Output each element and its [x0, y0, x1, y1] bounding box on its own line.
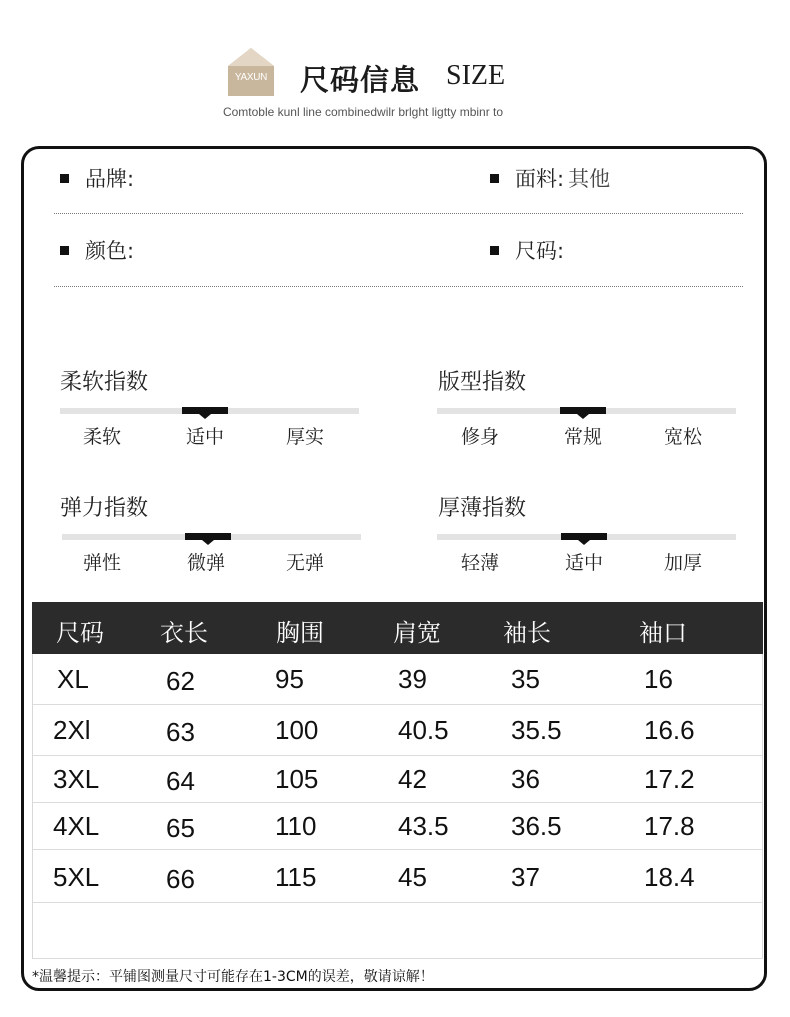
info-size — [490, 235, 568, 265]
logo-text: YAXUN — [234, 72, 268, 83]
table-cell: 95 — [275, 664, 304, 694]
table-cell: 63 — [166, 717, 195, 747]
table-cell: 35 — [511, 664, 540, 694]
col-header-chest: 胸围 — [276, 619, 324, 647]
info-brand — [60, 163, 138, 193]
bullet-icon — [60, 246, 69, 255]
table-cell: 36 — [511, 764, 540, 794]
fit-index-track — [437, 408, 736, 414]
info-color — [60, 235, 138, 265]
thickness-index-marker — [561, 533, 607, 540]
thickness-index-track — [437, 534, 736, 540]
col-header-length: 衣长 — [160, 619, 208, 647]
softness-option: 柔软 — [82, 426, 121, 448]
table-row — [33, 756, 762, 803]
table-row — [33, 803, 762, 850]
elasticity-option: 弹性 — [82, 552, 121, 574]
table-cell: 3XL — [53, 764, 100, 794]
page-title-en: SIZE — [446, 60, 506, 91]
fit-index-title: 版型指数 — [438, 370, 527, 395]
table-cell: 18.4 — [644, 862, 695, 892]
elasticity-option: 微弹 — [186, 552, 225, 574]
softness-index-marker — [182, 407, 228, 414]
fit-option: 宽松 — [663, 426, 702, 448]
table-cell: 17.8 — [644, 811, 695, 841]
table-cell: 105 — [275, 764, 319, 794]
table-cell: 66 — [166, 864, 195, 894]
thickness-option: 适中 — [564, 552, 603, 574]
divider — [54, 213, 743, 214]
table-cell: 17.2 — [644, 764, 695, 794]
table-row — [33, 705, 762, 756]
softness-index-track — [60, 408, 359, 414]
page-subtitle: Comtoble kunl line combinedwilr brlght ligtty mbinr to — [222, 105, 504, 119]
col-header-cuff: 袖口 — [639, 619, 687, 647]
col-header-size: 尺码 — [56, 619, 104, 647]
measurement-note: *温馨提示：平铺图测量尺寸可能存在1-3CM的误差，敬请谅解！ — [32, 969, 434, 985]
thickness-index-title: 厚薄指数 — [438, 496, 527, 521]
table-cell: 35.5 — [511, 715, 562, 745]
thickness-option: 加厚 — [663, 552, 702, 574]
table-cell: XL — [57, 664, 89, 694]
table-cell: 62 — [166, 666, 195, 696]
size-label: 尺码: — [515, 239, 565, 263]
table-cell: 115 — [275, 862, 317, 892]
table-cell: 65 — [166, 813, 195, 843]
table-cell: 42 — [398, 764, 427, 794]
table-cell: 45 — [398, 862, 427, 892]
elasticity-index-marker — [185, 533, 231, 540]
fabric-label: 面料: — [515, 167, 565, 191]
table-cell: 110 — [275, 811, 317, 841]
bullet-icon — [490, 174, 499, 183]
fabric-value: 其他 — [568, 167, 611, 191]
softness-option: 适中 — [185, 426, 224, 448]
table-cell: 36.5 — [511, 811, 562, 841]
table-header — [32, 602, 763, 654]
info-fabric — [490, 163, 610, 193]
table-cell: 64 — [166, 766, 195, 796]
softness-index-title: 柔软指数 — [60, 370, 149, 395]
divider — [54, 286, 743, 287]
elasticity-option: 无弹 — [285, 552, 324, 574]
table-cell: 43.5 — [398, 811, 449, 841]
size-table — [32, 602, 763, 959]
fit-index-marker — [560, 407, 606, 414]
col-header-sleeve: 袖长 — [503, 619, 551, 647]
elasticity-index-title: 弹力指数 — [60, 496, 149, 521]
table-cell: 2Xl — [53, 715, 91, 745]
page-title: 尺码信息 — [300, 63, 421, 97]
table-cell: 39 — [398, 664, 427, 694]
brand-label: 品牌: — [85, 167, 135, 191]
table-row — [33, 850, 762, 903]
bullet-icon — [490, 246, 499, 255]
table-cell: 40.5 — [398, 715, 449, 745]
table-cell: 5XL — [53, 862, 100, 892]
fit-option: 修身 — [460, 426, 499, 448]
col-header-shoulder: 肩宽 — [393, 619, 441, 647]
table-body — [32, 654, 763, 959]
elasticity-index-track — [62, 534, 361, 540]
table-cell: 37 — [511, 862, 540, 892]
table-cell: 16.6 — [644, 715, 695, 745]
bullet-icon — [60, 174, 69, 183]
table-row-empty — [33, 903, 762, 959]
table-cell: 16 — [644, 664, 673, 694]
fit-option: 常规 — [563, 426, 602, 448]
softness-option: 厚实 — [285, 426, 324, 448]
table-cell: 100 — [275, 715, 319, 745]
color-label: 颜色: — [85, 239, 135, 263]
brand-logo — [226, 46, 276, 96]
table-cell: 4XL — [53, 811, 100, 841]
thickness-option: 轻薄 — [460, 552, 499, 574]
table-row — [33, 654, 762, 705]
